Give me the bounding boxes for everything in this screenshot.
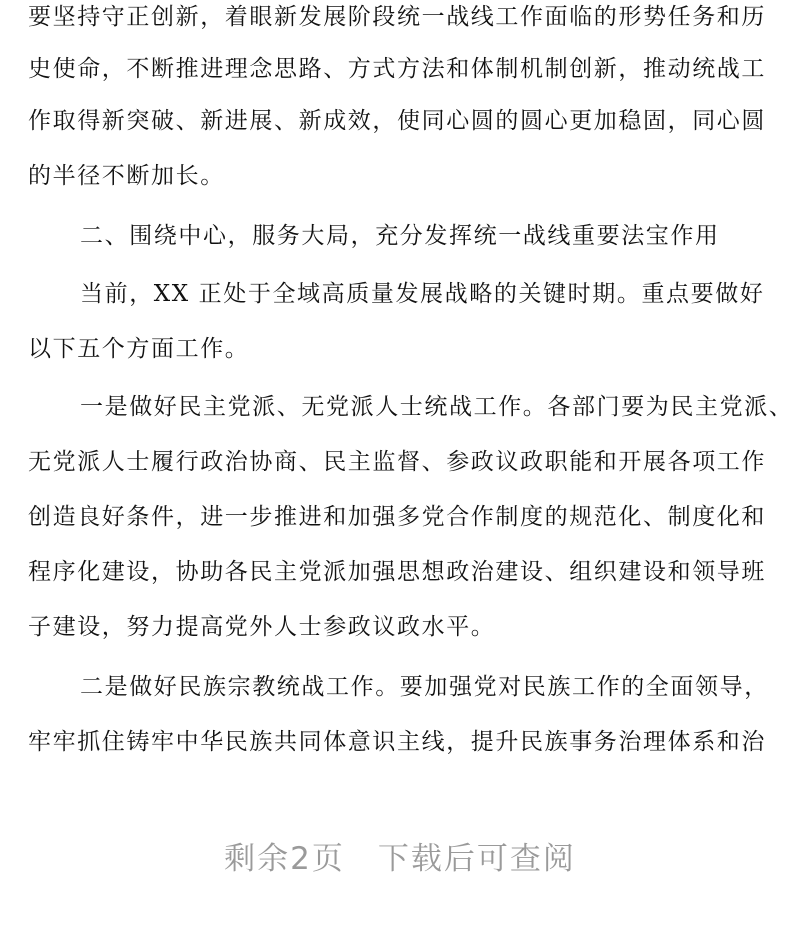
- text-line: 二是做好民族宗教统战工作。要加强党对民族工作的全面领导，: [80, 674, 769, 700]
- text-line: 要坚持守正创新，着眼新发展阶段统一战线工作面临的形势任务和历: [28, 4, 766, 30]
- section-heading: 二、围绕中心，服务大局，充分发挥统一战线重要法宝作用: [80, 223, 720, 249]
- text-line: 当前，XX 正处于全域高质量发展战略的关键时期。重点要做好: [80, 281, 765, 307]
- text-line: 作取得新突破、新进展、新成效，使同心圆的圆心更加稳固，同心圆: [28, 108, 766, 134]
- text-line: 程序化建设，协助各民主党派加强思想政治建设、组织建设和领导班: [28, 559, 766, 585]
- text-line: 史使命，不断推进理念思路、方式方法和体制机制创新，推动统战工: [28, 56, 766, 82]
- text-line: 牢牢抓住铸牢中华民族共同体意识主线，提升民族事务治理体系和治: [28, 729, 766, 755]
- text-line: 无党派人士履行政治协商、民主监督、参政议政职能和开展各项工作: [28, 449, 766, 475]
- text-line: 一是做好民主党派、无党派人士统战工作。各部门要为民主党派、: [80, 394, 794, 420]
- text-line: 以下五个方面工作。: [28, 336, 250, 362]
- remaining-pages-note: 剩余2页 下载后可查阅: [224, 841, 576, 877]
- text-line: 创造良好条件，进一步推进和加强多党合作制度的规范化、制度化和: [28, 504, 766, 530]
- text-line: 的半径不断加长。: [28, 163, 225, 189]
- text-line: 子建设，努力提高党外人士参政议政水平。: [28, 614, 496, 640]
